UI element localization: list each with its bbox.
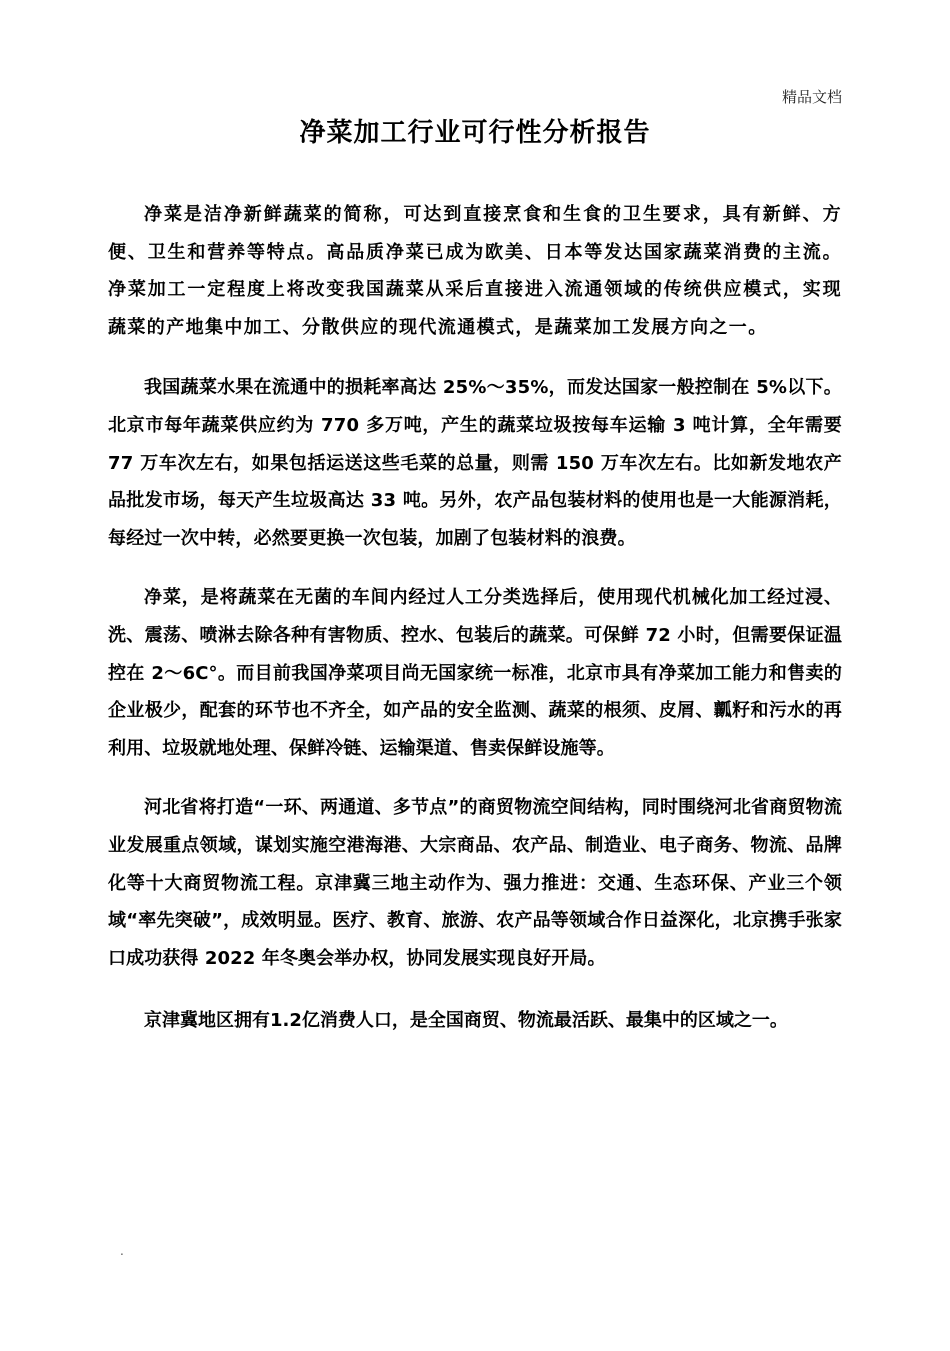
paragraph-2: 我国蔬菜水果在流通中的损耗率高达 25%～35%，而发达国家一般控制在 5%以下。北京市每年蔬菜供应约为 770 多万吨，产生的蔬菜垃圾按每车运输 3 吨计算，全年需要 77 万车次左右，如果包括运送这些毛菜的总量，则需 150 万车次左右。比如新发地农产品批发市场，每天产生垃圾高达 33 吨。另外，农产品包装材料的使用也是一大能源消耗，每经过一次中转，必然要更换一次包装，加剧了包装材料的浪费。: [108, 377, 842, 549]
paragraph-1: 净菜是洁净新鲜蔬菜的简称，可达到直接烹食和生食的卫生要求，具有新鲜、方便、卫生和营养等特点。高品质净菜已成为欧美、日本等发达国家蔬菜消费的主流。净菜加工一定程度上将改变我国蔬菜从采后直接进入流通领域的传统供应模式，实现蔬菜的产地集中加工、分散供应的现代流通模式，是蔬菜加工发展方向之一。: [108, 204, 842, 338]
footer-dot: .: [120, 1244, 124, 1258]
paragraph-5: 京津冀地区拥有1.2亿消费人口，是全国商贸、物流最活跃、最集中的区域之一。: [144, 1010, 788, 1032]
header-watermark-text: 精品文档: [781, 88, 842, 106]
paragraph-3: 净菜，是将蔬菜在无菌的车间内经过人工分类选择后，使用现代机械化加工经过浸、洗、震荡、喷淋去除各种有害物质、控水、包装后的蔬菜。可保鲜 72 小时，但需要保证温控在 2～6C°。而目前我国净菜项目尚无国家统一标准，北京市具有净菜加工能力和售卖的企业极少，配套的环节也不齐全，如产品的安全监测、蔬菜的根须、皮屑、瓤籽和污水的再利用、垃圾就地处理、保鲜冷链、运输渠道、售卖保鲜设施等。: [108, 587, 842, 759]
paragraph-4: 河北省将打造“一环、两通道、多节点”的商贸物流空间结构，同时围绕河北省商贸物流业发展重点领域，谋划实施空港海港、大宗商品、农产品、制造业、电子商务、物流、品牌化等十大商贸物流工程。京津冀三地主动作为、强力推进：交通、生态环保、产业三个领域“率先突破”，成效明显。医疗、教育、旅游、农产品等领域合作日益深化，北京携手张家口成功获得 2022 年冬奥会举办权，协同发展实现良好开局。: [108, 797, 842, 969]
document-title: 净菜加工行业可行性分析报告: [299, 118, 651, 148]
document-body: [108, 196, 842, 1063]
